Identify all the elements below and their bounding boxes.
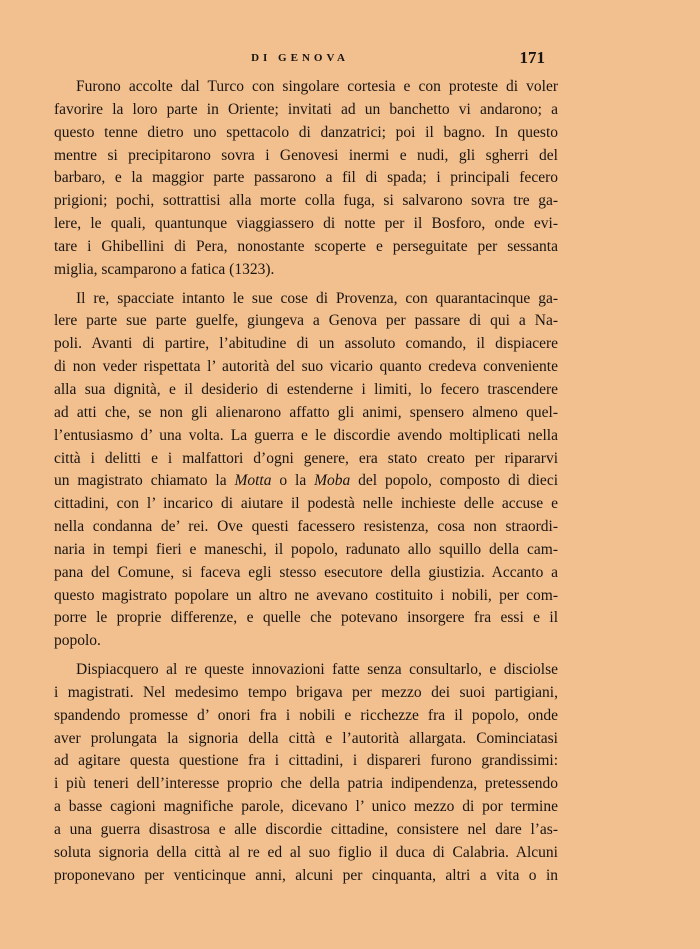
text-line: l’entusiasmo d’ una volta. La guerra e le discordie avendo moltiplicati nella (54, 426, 558, 444)
text-line: aver prolungata la signoria della città e l’autorità allargata. Cominciatasi (54, 729, 558, 747)
paragraph (54, 659, 558, 887)
text-line: ad atti che, se non gli alienarono affatto gli animi, spensero almeno quel- (54, 403, 558, 421)
text-line: di non veder rispettata l’ autorità del suo vicario quanto credeva conveniente (54, 358, 558, 376)
text-line: i più teneri dell’interesse proprio che della patria indipendenza, pretessendo (54, 775, 558, 793)
text-line: spandendo promesse d’ onori fra i nobili e ricchezze fra il popolo, onde (54, 706, 558, 724)
text-line: favorire la loro parte in Oriente; invitati ad un banchetto vi andarono; a (54, 100, 558, 118)
text-line: porre le proprie differenze, e quelle che potevano insorgere fra essi e il (54, 609, 558, 627)
text-line: mentre si precipitarono sovra i Genovesi inermi e nudi, gli sgherri del (54, 146, 558, 164)
text-line: miglia, scamparono a fatica (1323). (54, 260, 275, 278)
text-line: Dispiacquero al re queste innovazioni fatte senza consultarlo, e disciolse (76, 661, 558, 679)
text-line: soluta signoria della città al re ed al suo figlio il duca di Calabria. Alcuni (54, 843, 558, 861)
text-line: Il re, spacciate intanto le sue cose di Provenza, con quarantacinque ga- (76, 289, 558, 307)
text-line: cittadini, con l’ incarico di aiutare il podestà nelle inchieste delle accuse e (54, 495, 558, 513)
running-title: DI GENOVA (251, 52, 349, 64)
text-line: lere parte sue parte guelfe, giungeva a Genova per passare di qui a Na- (54, 312, 558, 330)
text-line: un magistrato chiamato la Motta o la Moba del popolo, composto di dieci (54, 472, 558, 490)
text-line: questo magistrato popolare un altro ne avevano costituito i nobili, per com- (54, 586, 558, 604)
text-line: i magistrati. Nel medesimo tempo brigava per mezzo dei suoi partigiani, (54, 683, 558, 701)
text-line: a una guerra disastrosa e alle discordie cittadine, consistere nel dare l’as- (54, 821, 558, 838)
italic-term: Motta (234, 472, 272, 490)
body-text (54, 76, 558, 888)
text-line: alla sua dignità, e il desiderio di estenderne i limiti, lo fecero trascendere (54, 380, 558, 398)
text-line: prigioni; pochi, sottrattisi alla morte colla fuga, si salvarono sovra tre ga- (54, 192, 558, 210)
text-line: naria in tempi fieri e maneschi, il popolo, radunato allo squillo della cam- (54, 540, 558, 558)
running-head (55, 48, 545, 70)
paragraph (54, 76, 558, 282)
text-line: tare i Ghibellini di Pera, nonostante scoperte e perseguitate per sessanta (54, 237, 558, 255)
text-line: poli. Avanti di partire, l’abitudine di un assoluto comando, il dispiacere (54, 335, 558, 353)
text-line: città i delitti e i malfattori d’ogni genere, era stato creato per ripararvi (54, 449, 558, 467)
text-line: nella condanna de’ rei. Ove questi facessero resistenza, cosa non straordi- (54, 518, 558, 536)
text-line: questo tenne dietro uno spettacolo di danzatrici; poi il bagno. In questo (54, 123, 558, 141)
text-line: a basse cagioni magnifiche parole, dicevano l’ unico mezzo di por termine (54, 798, 558, 816)
text-line: lere, le quali, quantunque viaggiassero di notte per il Bosforo, onde evi- (54, 215, 558, 233)
text-line: ad agitare questa questione fra i cittadini, i dispareri furono grandissimi: (54, 752, 558, 770)
italic-term: Moba (314, 472, 351, 490)
text-line: Furono accolte dal Turco con singolare cortesia e con proteste di voler (76, 78, 558, 95)
text-line: pana del Comune, si faceva egli stesso esecutore della giustizia. Accanto a (54, 563, 558, 581)
text-line: barbaro, e la maggior parte passarono a fil di spada; i principali fecero (54, 169, 558, 187)
text-line: proponevano per venticinque anni, alcuni per cinquanta, altri a vita o in (54, 866, 558, 884)
page-number: 171 (519, 48, 545, 67)
text-line: popolo. (54, 632, 101, 650)
paragraph (54, 288, 558, 654)
